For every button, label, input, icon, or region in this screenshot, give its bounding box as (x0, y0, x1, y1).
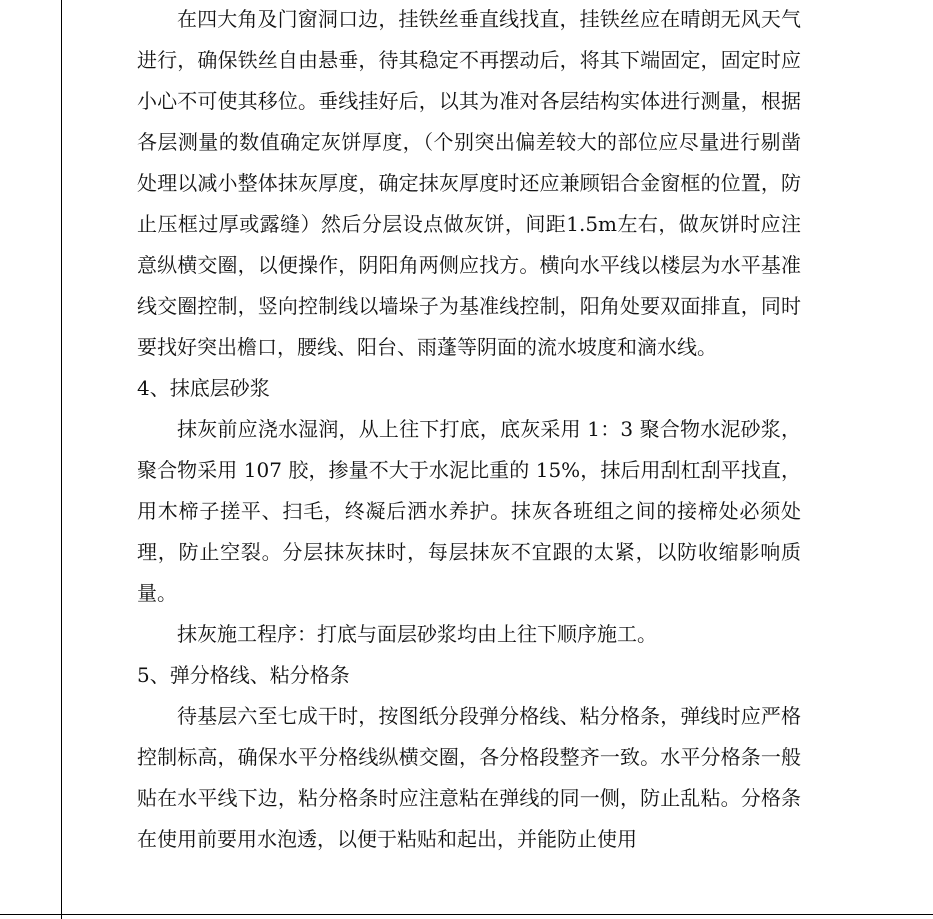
document-body (137, 0, 801, 860)
left-margin-rule (61, 0, 62, 919)
paragraph-grid-strip-procedure: 待基层六至七成干时，按图纸分段弹分格线、粘分格条，弹线时应严格控制标高，确保水平分格线纵横交圈，各分格段整齐一致。水平分格条一般贴在水平线下边，粘分格条时应注意粘在弹线的同一侧，防止乱粘。分格条在使用前要用水泡透，以便于粘贴和起出，并能防止使用 (137, 704, 801, 851)
paragraph-base-coat-procedure: 抹灰前应浇水湿润，从上往下打底，底灰采用 1：3 聚合物水泥砂浆，聚合物采用 107 胶，掺量不大于水泥比重的 15%，抹后用刮杠刮平找直，用木楴子搓平、扫毛，终凝后洒水养护。抹灰各班组之间的接楴处必须处理，防止空裂。分层抹灰抹时，每层抹灰不宜跟的太紧，以防收缩影响质量。 (137, 417, 801, 605)
paragraph-plumb-line-measurement: 在四大角及门窗洞口边，挂铁丝垂直线找直，挂铁丝应在晴朗无风天气进行，确保铁丝自由悬垂，待其稳定不再摆动后，将其下端固定，固定时应小心不可使其移位。垂线挂好后，以其为准对各层结构实体进行测量，根据各层测量的数值确定灰饼厚度，（个别突出偏差较大的部位应尽量进行剔凿处理以减小整体抹灰厚度，确定抹灰厚度时还应兼顾铝合金窗框的位置，防止压框过厚或露缝）然后分层设点做灰饼，间距1.5m左右，做灰饼时应注意纵横交圈，以便操作，阴阳角两侧应找方。横向水平线以楼层为水平基准线交圈控制，竖向控制线以墙垛子为基准线控制，阳角处要双面排直，同时要找好突出檐口，腰线、阳台、雨蓬等阴面的流水坡度和滴水线。 (137, 7, 801, 359)
paragraph-plastering-sequence: 抹灰施工程序：打底与面层砂浆均由上往下顺序施工。 (177, 622, 657, 646)
page-bottom-edge (0, 914, 933, 915)
section-heading-grid-lines: 5、弹分格线、粘分格条 (137, 663, 350, 687)
section-heading-base-coat: 4、抹底层砂浆 (137, 376, 270, 400)
